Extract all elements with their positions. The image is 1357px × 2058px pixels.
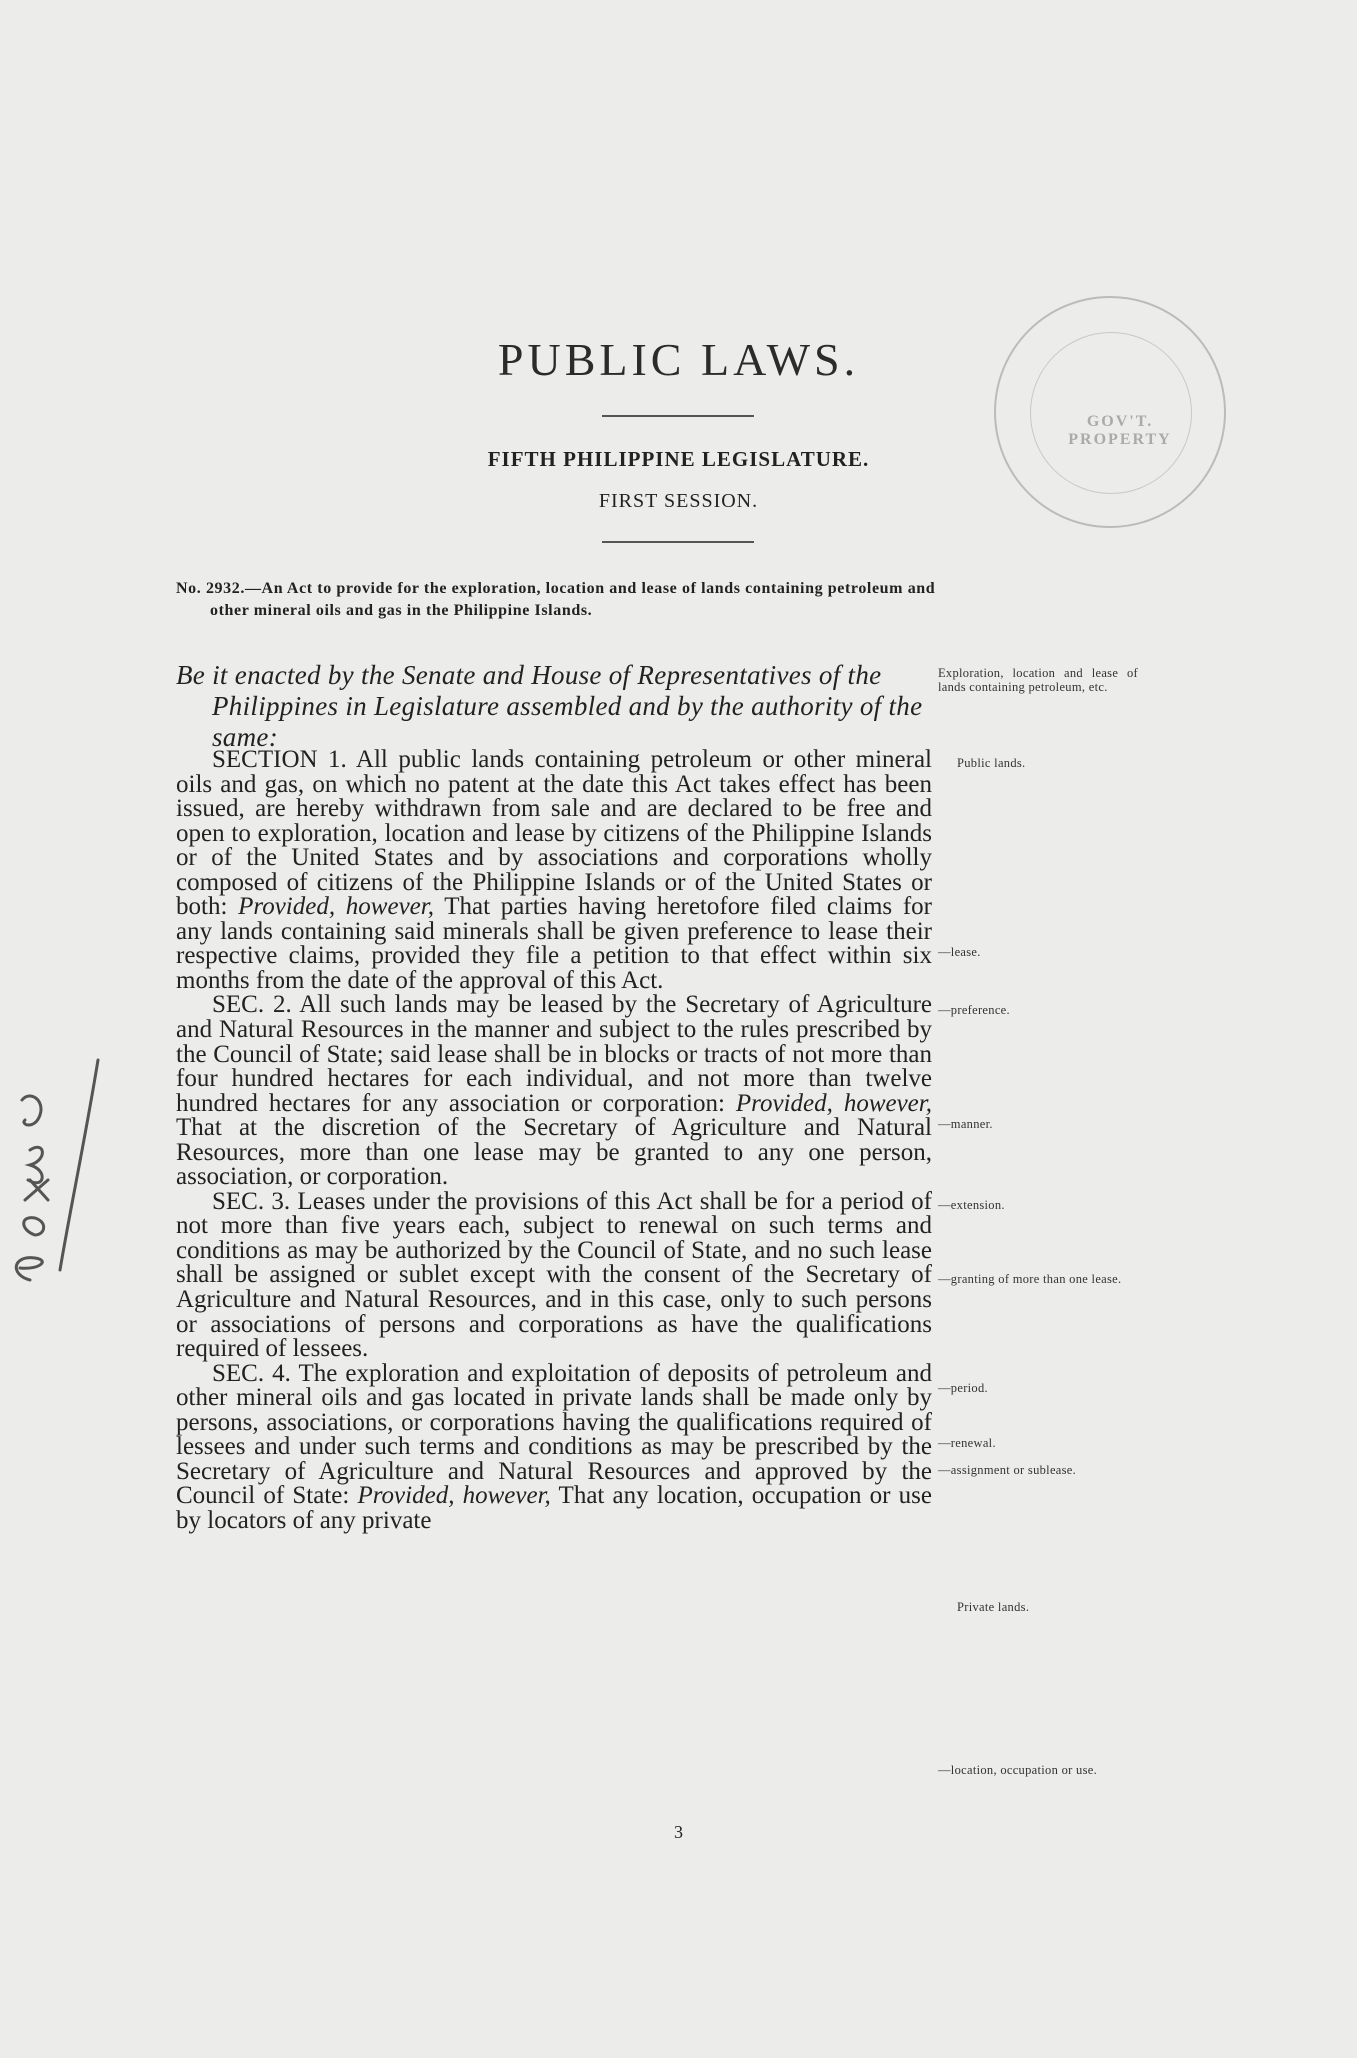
section-lead: SEC. 4. <box>212 1359 291 1387</box>
section-lead: SEC. 2. <box>212 991 292 1019</box>
section-2: SEC. 2. All such lands may be leased by the Secretary of Agriculture and Natural Resources in the manner and subject to the rules prescribed by the Council of State; said lease shall be in blocks or tracts of not more than four hundred hectares for each individual, and not more than twelve hundred hectares for any association or corporation: Provided, however, That at the discretion of the Secretary of Agriculture and Natural Resources, more than one lease may be granted to any one person, association, or corporation. <box>176 991 932 1191</box>
section-4: SEC. 4. The exploration and exploitation of deposits of petroleum and other mineral oils and gas located in private lands shall be made only by persons, associations, or corporations having the qualifications required of lessees and under such terms and conditions as may be prescribed by the Secretary of Agriculture and Natural Resources and approved by the Council of State: Provided, however, That any location, occupation or use by locators of any private <box>176 1359 932 1534</box>
margin-note: Private lands. <box>957 1600 1030 1614</box>
margin-note: —manner. <box>938 1117 993 1131</box>
divider <box>602 541 754 543</box>
margin-note: —preference. <box>938 1003 1010 1017</box>
margin-note: —extension. <box>938 1198 1005 1212</box>
handwritten-note <box>0 1030 110 1290</box>
session-heading: FIRST SESSION. <box>598 490 759 512</box>
section-3: SEC. 3. Leases under the provisions of this Act shall be for a period of not more than five years each, subject to renewal on such terms and conditions as may be authorized by the Council of State, and no such lease shall be assigned or sublet except with the consent of the Secretary of Agriculture and Natural Resources, and in this case, only to such persons or associations of persons and corporations as have the qualifications required of lessees. <box>176 1187 932 1363</box>
section-1: SECTION 1. All public lands containing petroleum or other mineral oils and gas, on which no patent at the date this Act takes effect has been issued, are hereby withdrawn from sale and are declared to be free and open to exploration, location and lease by citizens of the Philippine Islands or of the United States and by associations and corporations wholly composed of citizens of the Philippine Islands or of the United States or both: Provided, however, That parties having heretofore filed claims for any lands containing said minerals shall be given preference to lease their respective claims, provided they file a petition to that effect within six months from the date of the approval of this Act. <box>176 746 932 994</box>
page-number: 3 <box>674 1822 683 1842</box>
margin-note: —lease. <box>938 945 981 959</box>
margin-note: Exploration, location and lease of lands containing petroleum, etc. <box>938 666 1138 694</box>
section-lead: SECTION 1. <box>212 746 347 773</box>
act-body <box>176 748 932 1534</box>
act-title: No. 2932.—An Act to provide for the exploration, location and lease of lands containing petroleum and other mineral oils and gas in the Philippine Islands. <box>176 580 936 619</box>
margin-note: —renewal. <box>938 1436 996 1450</box>
margin-note: —granting of more than one lease. <box>938 1272 1122 1286</box>
legislature-heading: FIFTH PHILIPPINE LEGISLATURE. <box>487 447 870 471</box>
margin-note: Public lands. <box>957 756 1026 770</box>
margin-note: —assignment or sublease. <box>938 1463 1077 1477</box>
margin-note: —period. <box>938 1381 988 1395</box>
enacting-clause: Be it enacted by the Senate and House of Representatives of the Philippines in Legislature assembled and by the authority of the same: <box>176 660 923 752</box>
page-title: PUBLIC LAWS. <box>497 334 860 385</box>
section-lead: SEC. 3. <box>212 1187 291 1215</box>
stamp-text: GOV'T. PROPERTY <box>1068 413 1172 448</box>
margin-note: —location, occupation or use. <box>938 1763 1098 1777</box>
divider <box>602 415 754 417</box>
